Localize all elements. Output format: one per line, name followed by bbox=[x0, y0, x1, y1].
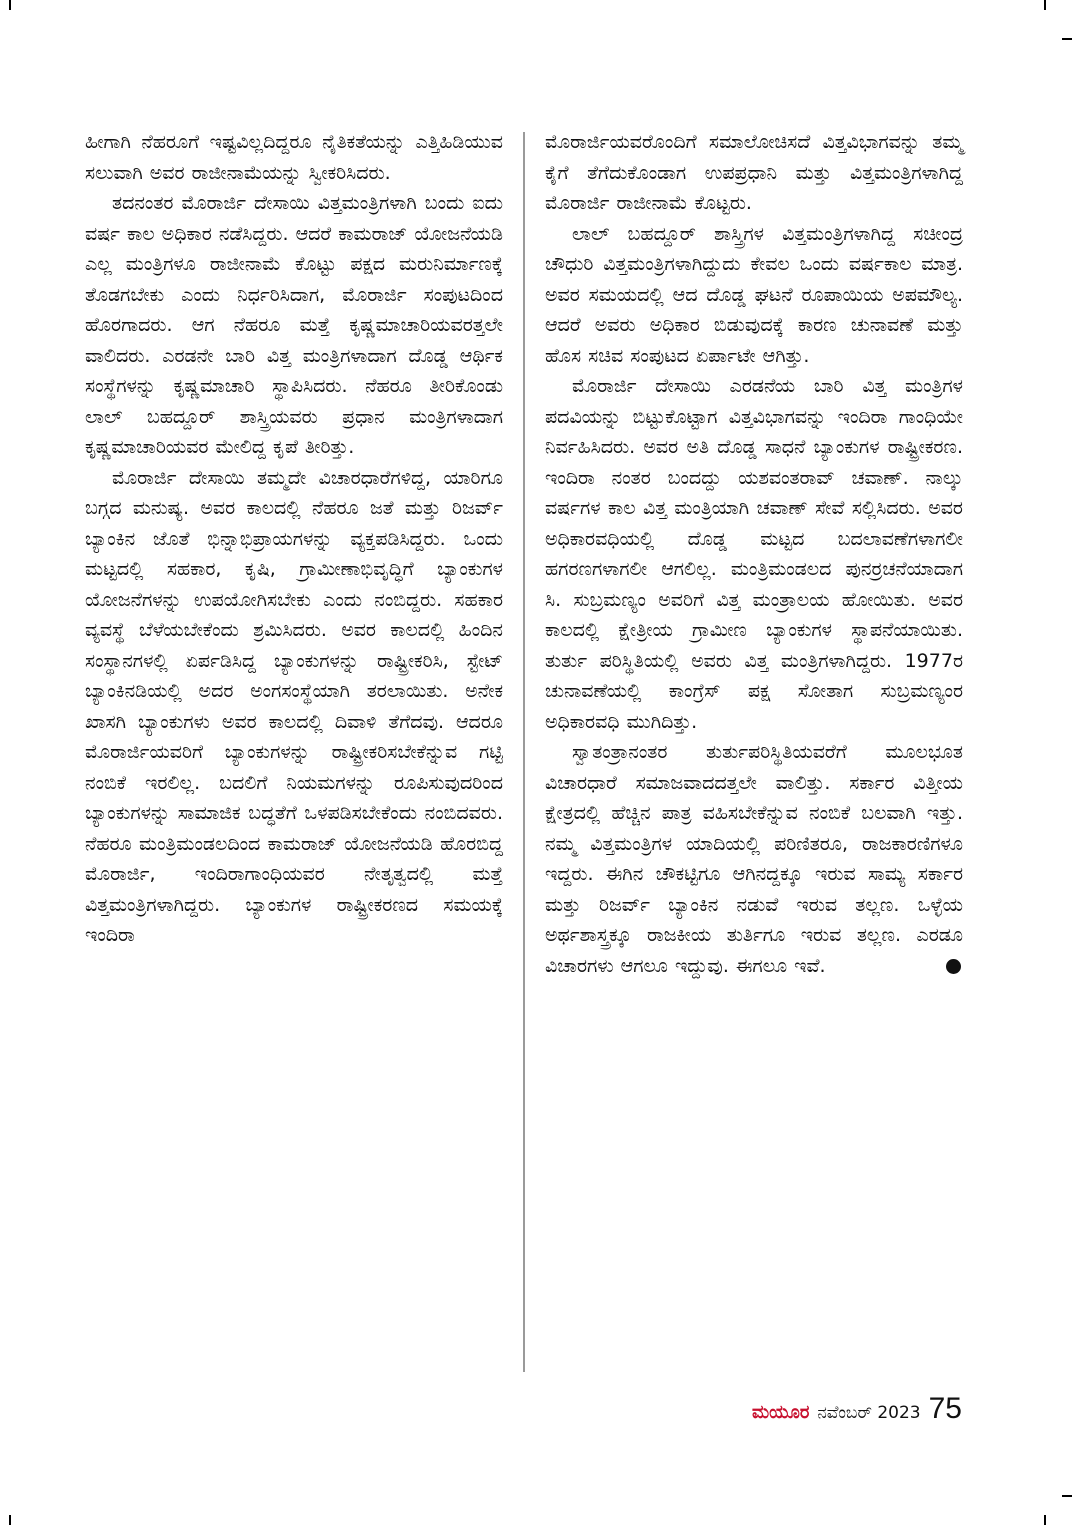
crop-mark-bottom-right bbox=[1044, 1515, 1046, 1525]
issue-date: ನವೆಂಬರ್ 2023 bbox=[817, 1403, 921, 1423]
crop-mark-right-upper bbox=[1062, 38, 1072, 40]
paragraph: ಮೊರಾರ್ಜಿ ದೇಸಾಯಿ ತಮ್ಮದೇ ವಿಚಾರಧಾರೆಗಳಿದ್ದ, ಯಾರಿಗೂ ಬಗ್ಗದ ಮನುಷ್ಯ. ಅವರ ಕಾಲದಲ್ಲಿ ನೆಹರೂ ಜತೆ ಮತ್ತು ರಿಜರ್ವ್ ಬ್ಯಾಂಕಿನ ಜೊತೆ ಭಿನ್ನಾಭಿಪ್ರಾಯಗಳನ್ನು ವ್ಯಕ್ತಪಡಿಸಿದ್ದರು. ಒಂದು ಮಟ್ಟದಲ್ಲಿ ಸಹಕಾರ, ಕೃಷಿ, ಗ್ರಾಮೀಣಾಭಿವೃದ್ಧಿಗೆ ಬ್ಯಾಂಕುಗಳ ಯೋಜನೆಗಳನ್ನು ಉಪಯೋಗಿಸಬೇಕು ಎಂದು ನಂಬಿದ್ದರು. ಸಹಕಾರ ವ್ಯವಸ್ಥೆ ಬೆಳೆಯಬೇಕೆಂದು ಶ್ರಮಿಸಿದರು. ಅವರ ಕಾಲದಲ್ಲಿ ಹಿಂದಿನ ಸಂಸ್ಥಾನಗಳಲ್ಲಿ ಏರ್ಪಡಿಸಿದ್ದ ಬ್ಯಾಂಕುಗಳನ್ನು ರಾಷ್ಟ್ರೀಕರಿಸಿ, ಸ್ಟೇಟ್ ಬ್ಯಾಂಕಿನಡಿಯಲ್ಲಿ ಅದರ ಅಂಗಸಂಸ್ಥೆಯಾಗಿ ತರಲಾಯಿತು. ಅನೇಕ ಖಾಸಗಿ ಬ್ಯಾಂಕುಗಳು ಅವರ ಕಾಲದಲ್ಲಿ ದಿವಾಳಿ ತೆಗೆದವು. ಆದರೂ ಮೊರಾರ್ಜಿಯವರಿಗೆ ಬ್ಯಾಂಕುಗಳನ್ನು ರಾಷ್ಟ್ರೀಕರಿಸಬೇಕೆನ್ನುವ ಗಟ್ಟಿ ನಂಬಿಕೆ ಇರಲಿಲ್ಲ. ಬದಲಿಗೆ ನಿಯಮಗಳನ್ನು ರೂಪಿಸುವುದರಿಂದ ಬ್ಯಾಂಕುಗಳನ್ನು ಸಾಮಾಜಿಕ ಬದ್ಧತೆಗೆ ಒಳಪಡಿಸಬೇಕೆಂದು ನಂಬಿದವರು. ನೆಹರೂ ಮಂತ್ರಿಮಂಡಲದಿಂದ ಕಾಮರಾಜ್ ಯೋಜನೆಯಡಿ ಹೊರಬಿದ್ದ ಮೊರಾರ್ಜಿ, ಇಂದಿರಾಗಾಂಧಿಯವರ ನೇತೃತ್ವದಲ್ಲಿ ಮತ್ತೆ ವಿತ್ತಮಂತ್ರಿಗಳಾಗಿದ್ದರು. ಬ್ಯಾಂಕುಗಳ ರಾಷ್ಟ್ರೀಕರಣದ ಸಮಯಕ್ಕೆ ಇಂದಿರಾ bbox=[85, 466, 503, 946]
crop-mark-bottom-left bbox=[9, 1515, 11, 1525]
paragraph: ಮೊರಾರ್ಜಿಯವರೊಂದಿಗೆ ಸಮಾಲೋಚಿಸದೆ ವಿತ್ತವಿಭಾಗವನ್ನು ತಮ್ಮ ಕೈಗೆ ತೆಗೆದುಕೊಂಡಾಗ ಉಪಪ್ರಧಾನಿ ಮತ್ತು ವಿತ್ತಮಂತ್ರಿಗಳಾಗಿದ್ದ ಮೊರಾರ್ಜಿ ರಾಜೀನಾಮೆ ಕೊಟ್ಟರು. bbox=[545, 131, 963, 214]
crop-mark-top-right bbox=[1044, 0, 1046, 10]
crop-mark-top-left bbox=[9, 0, 11, 10]
paragraph: ತದನಂತರ ಮೊರಾರ್ಜಿ ದೇಸಾಯಿ ವಿತ್ತಮಂತ್ರಿಗಳಾಗಿ ಬಂದು ಐದು ವರ್ಷ ಕಾಲ ಅಧಿಕಾರ ನಡೆಸಿದ್ದರು. ಆದರೆ ಕಾಮರಾಜ್ ಯೋಜನೆಯಡಿ ಎಲ್ಲ ಮಂತ್ರಿಗಳೂ ರಾಜೀನಾಮೆ ಕೊಟ್ಟು ಪಕ್ಷದ ಮರುನಿರ್ಮಾಣಕ್ಕೆ ತೊಡಗಬೇಕು ಎಂದು ನಿರ್ಧರಿಸಿದಾಗ, ಮೊರಾರ್ಜಿ ಸಂಪುಟದಿಂದ ಹೊರಗಾದರು. ಆಗ ನೆಹರೂ ಮತ್ತೆ ಕೃಷ್ಣಮಾಚಾರಿಯವರತ್ತಲೇ ವಾಲಿದರು. ಎರಡನೇ ಬಾರಿ ವಿತ್ತ ಮಂತ್ರಿಗಳಾದಾಗ ದೊಡ್ಡ ಆರ್ಥಿಕ ಸಂಸ್ಥೆಗಳನ್ನು ಕೃಷ್ಣಮಾಚಾರಿ ಸ್ಥಾಪಿಸಿದರು. ನೆಹರೂ ತೀರಿಕೊಂಡು ಲಾಲ್ ಬಹದ್ದೂರ್ ಶಾಸ್ತ್ರಿಯವರು ಪ್ರಧಾನ ಮಂತ್ರಿಗಳಾದಾಗ ಕೃಷ್ಣಮಾಚಾರಿಯವರ ಮೇಲಿದ್ದ ಕೃಪೆ ತೀರಿತ್ತು. bbox=[85, 192, 503, 458]
column-divider bbox=[523, 132, 525, 1372]
end-of-article-icon bbox=[946, 959, 961, 974]
paragraph: ಹೀಗಾಗಿ ನೆಹರೂಗೆ ಇಷ್ಟವಿಲ್ಲದಿದ್ದರೂ ನೈತಿಕತೆಯನ್ನು ಎತ್ತಿಹಿಡಿಯುವ ಸಲುವಾಗಿ ಅವರ ರಾಜೀನಾಮೆಯನ್ನು ಸ್ವೀಕರಿಸಿದರು. bbox=[85, 131, 503, 184]
article-column-right bbox=[545, 127, 963, 981]
paragraph: ಲಾಲ್ ಬಹದ್ದೂರ್ ಶಾಸ್ತ್ರಿಗಳ ವಿತ್ತಮಂತ್ರಿಗಳಾಗಿದ್ದ ಸಚೀಂದ್ರ ಚೌಧುರಿ ವಿತ್ತಮಂತ್ರಿಗಳಾಗಿದ್ದುದು ಕೇವಲ ಒಂದು ವರ್ಷಕಾಲ ಮಾತ್ರ. ಅವರ ಸಮಯದಲ್ಲಿ ಆದ ದೊಡ್ಡ ಘಟನೆ ರೂಪಾಯಿಯ ಅಪಮೌಲ್ಯ. ಆದರೆ ಅವರು ಅಧಿಕಾರ ಬಿಡುವುದಕ್ಕೆ ಕಾರಣ ಚುನಾವಣೆ ಮತ್ತು ಹೊಸ ಸಚಿವ ಸಂಪುಟದ ಏರ್ಪಾಟೇ ಆಗಿತ್ತು. bbox=[545, 222, 963, 367]
paragraph: ಮೊರಾರ್ಜಿ ದೇಸಾಯಿ ಎರಡನೆಯ ಬಾರಿ ವಿತ್ತ ಮಂತ್ರಿಗಳ ಪದವಿಯನ್ನು ಬಿಟ್ಟುಕೊಟ್ಟಾಗ ವಿತ್ತವಿಭಾಗವನ್ನು ಇಂದಿರಾ ಗಾಂಧಿಯೇ ನಿರ್ವಹಿಸಿದರು. ಅವರ ಅತಿ ದೊಡ್ಡ ಸಾಧನೆ ಬ್ಯಾಂಕುಗಳ ರಾಷ್ಟ್ರೀಕರಣ. ಇಂದಿರಾ ನಂತರ ಬಂದದ್ದು ಯಶವಂತರಾವ್ ಚವಾಣ್. ನಾಲ್ಕು ವರ್ಷಗಳ ಕಾಲ ವಿತ್ತ ಮಂತ್ರಿಯಾಗಿ ಚವಾಣ್ ಸೇವೆ ಸಲ್ಲಿಸಿದರು. ಅವರ ಅಧಿಕಾರವಧಿಯಲ್ಲಿ ದೊಡ್ಡ ಮಟ್ಟದ ಬದಲಾವಣೆಗಳಾಗಲೀ ಹಗರಣಗಳಾಗಲೀ ಆಗಲಿಲ್ಲ. ಮಂತ್ರಿಮಂಡಲದ ಪುನರ್ರಚನೆಯಾದಾಗ ಸಿ. ಸುಬ್ರಮಣ್ಯಂ ಅವರಿಗೆ ವಿತ್ತ ಮಂತ್ರಾಲಯ ಹೋಯಿತು. ಅವರ ಕಾಲದಲ್ಲಿ ಕ್ಷೇತ್ರೀಯ ಗ್ರಾಮೀಣ ಬ್ಯಾಂಕುಗಳ ಸ್ಥಾಪನೆಯಾಯಿತು. ತುರ್ತು ಪರಿಸ್ಥಿತಿಯಲ್ಲಿ ಅವರು ವಿತ್ತ ಮಂತ್ರಿಗಳಾಗಿದ್ದರು. 1977ರ ಚುನಾವಣೆಯಲ್ಲಿ ಕಾಂಗ್ರೆಸ್ ಪಕ್ಷ ಸೋತಾಗ ಸುಬ್ರಮಣ್ಯಂರ ಅಧಿಕಾರವಧಿ ಮುಗಿದಿತ್ತು. bbox=[545, 375, 963, 733]
magazine-logo: ಮಯೂರ bbox=[751, 1402, 810, 1423]
paragraph-final-text: ಸ್ವಾತಂತ್ರಾನಂತರ ತುರ್ತುಪರಿಸ್ಥಿತಿಯವರೆಗೆ ಮೂಲಭೂತ ವಿಚಾರಧಾರೆ ಸಮಾಜವಾದದತ್ತಲೇ ವಾಲಿತ್ತು. ಸರ್ಕಾರ ವಿತ್ತೀಯ ಕ್ಷೇತ್ರದಲ್ಲಿ ಹೆಚ್ಚಿನ ಪಾತ್ರ ವಹಿಸಬೇಕೆನ್ನುವ ನಂಬಿಕೆ ಬಲವಾಗಿ ಇತ್ತು. ನಮ್ಮ ವಿತ್ತಮಂತ್ರಿಗಳ ಯಾದಿಯಲ್ಲಿ ಪರಿಣಿತರೂ, ರಾಜಕಾರಣಿಗಳೂ ಇದ್ದರು. ಈಗಿನ ಚೌಕಟ್ಟಿಗೂ ಆಗಿನದ್ದಕ್ಕೂ ಇರುವ ಸಾಮ್ಯ ಸರ್ಕಾರ ಮತ್ತು ರಿಜರ್ವ್ ಬ್ಯಾಂಕಿನ ನಡುವೆ ಇರುವ ತಲ್ಲಣ. ಒಳ್ಳೆಯ ಅರ್ಥಶಾಸ್ತ್ರಕ್ಕೂ ರಾಜಕೀಯ ತುರ್ತಿಗೂ ಇರುವ ತಲ್ಲಣ. ಎರಡೂ ವಿಚಾರಗಳು ಆಗಲೂ ಇದ್ದುವು. ಈಗಲೂ ಇವೆ. bbox=[545, 741, 963, 977]
crop-mark-right-lower bbox=[1062, 1495, 1072, 1497]
page-footer bbox=[752, 1392, 962, 1426]
article-column-left bbox=[85, 127, 503, 951]
paragraph-final bbox=[545, 737, 963, 981]
page-number: 75 bbox=[928, 1392, 962, 1425]
